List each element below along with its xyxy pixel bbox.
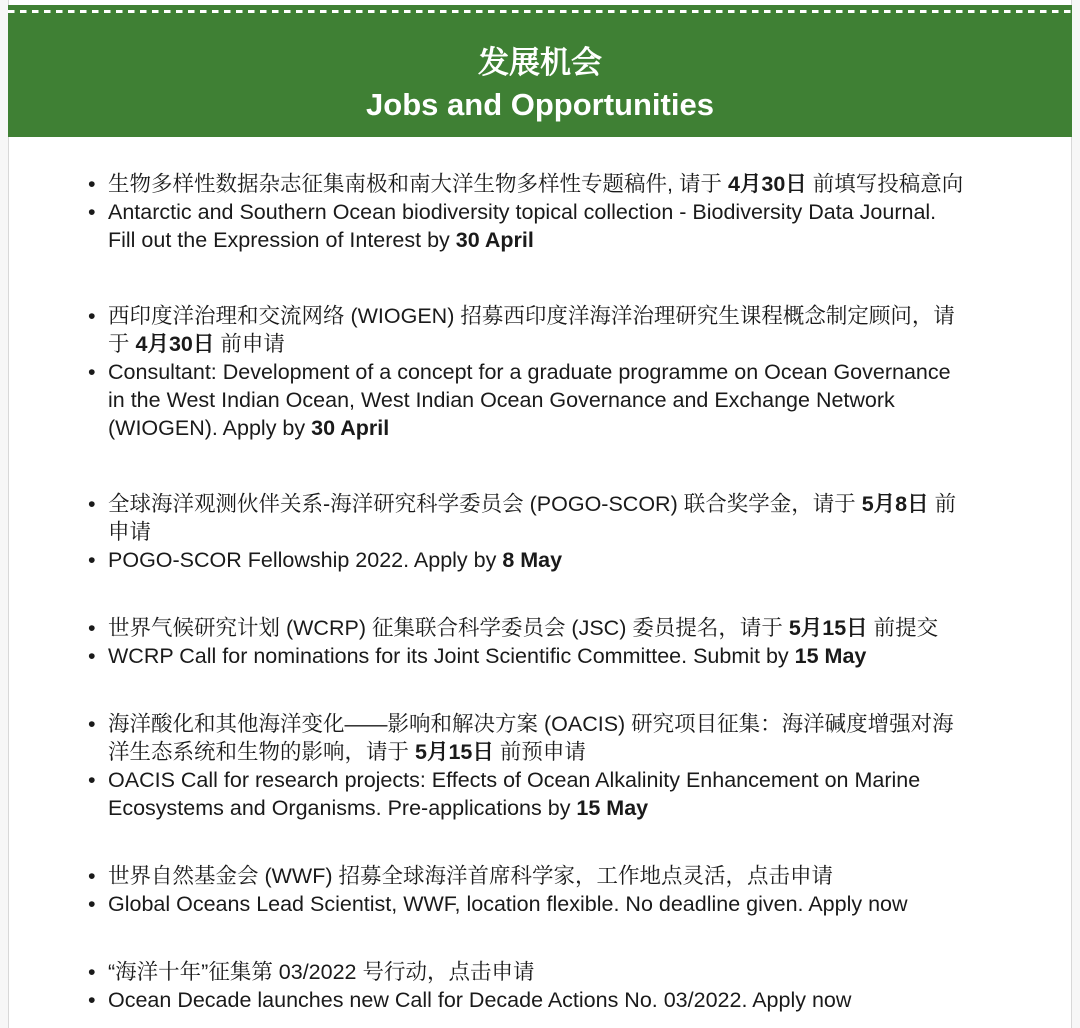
opportunity-zh[interactable] [88,958,1048,986]
opportunity-zh[interactable] [88,490,1048,518]
opportunity-item [88,958,1048,1014]
bullet-icon: • [88,360,96,384]
opportunity-item [88,490,1048,574]
section-title-english: Jobs and Opportunities [366,87,714,122]
opportunity-item [88,302,1048,442]
opportunity-en-cont [88,386,1048,414]
opportunity-zh-cont [88,518,1048,546]
text: 前预申请 [493,740,586,764]
opportunity-en[interactable] [88,546,1048,574]
opportunity-item [88,614,1048,670]
text: Consultant: Development of a concept for a graduate programme on Ocean Governance [108,360,951,384]
text: 前申请 [214,332,285,356]
text: 海洋酸化和其他海洋变化——影响和解决方案 (OACIS) 研究项目征集：海洋碱度增强对海 [108,712,954,736]
opportunity-en-cont [88,414,1048,442]
bullet-icon: • [88,892,96,916]
deadline: 30 April [311,416,390,440]
text: 前提交 [867,616,939,640]
opportunity-item [88,862,1048,918]
opportunity-zh[interactable] [88,170,1048,198]
deadline: 5月8日 [861,492,929,516]
text: 西印度洋治理和交流网络 (WIOGEN) 招募西印度洋海洋治理研究生课程概念制定顾问，请 [108,304,955,328]
bullet-icon: • [88,768,96,792]
text: 申请 [108,520,152,544]
bullet-icon: • [88,616,96,640]
bullet-icon: • [88,172,96,196]
deadline: 15 May [794,644,867,668]
deadline: 8 May [502,548,563,572]
text: 全球海洋观测伙伴关系-海洋研究科学委员会 (POGO-SCOR) 联合奖学金，请于 [108,492,862,516]
opportunity-en-cont [88,226,1048,254]
opportunity-zh[interactable] [88,302,1048,330]
opportunity-zh[interactable] [88,614,1048,642]
text: Ecosystems and Organisms. Pre-applications by [108,796,577,820]
text: Global Oceans Lead Scientist, WWF, location flexible. No deadline given. Apply now [108,892,908,916]
bullet-icon: • [88,864,96,888]
text: “海洋十年”征集第 03/2022 号行动，点击申请 [108,960,535,984]
dashed-border-decoration [8,10,1072,13]
bullet-icon: • [88,200,96,224]
opportunity-en[interactable] [88,766,1048,794]
text: 世界自然基金会 (WWF) 招募全球海洋首席科学家，工作地点灵活，点击申请 [108,864,833,888]
bullet-icon: • [88,960,96,984]
opportunity-en-cont [88,794,1048,822]
text: 生物多样性数据杂志征集南极和南大洋生物多样性专题稿件, 请于 [108,172,728,196]
bullet-icon: • [88,988,96,1012]
section-header [8,5,1072,137]
opportunity-en[interactable] [88,198,1048,226]
text: OACIS Call for research projects: Effects of Ocean Alkalinity Enhancement on Marine [108,768,921,792]
text: 洋生态系统和生物的影响，请于 [108,740,415,764]
opportunity-en[interactable] [88,986,1048,1014]
text: WCRP Call for nominations for its Joint Scientific Committee. Submit by [108,644,795,668]
bullet-icon: • [88,712,96,736]
deadline: 30 April [455,228,534,252]
deadline: 5月15日 [414,740,494,764]
opportunity-zh-cont [88,330,1048,358]
text: in the West Indian Ocean, West Indian Ocean Governance and Exchange Network [108,388,895,412]
text: Antarctic and Southern Ocean biodiversity topical collection - Biodiversity Data Journal. [108,200,937,224]
deadline: 4月30日 [135,332,215,356]
opportunity-item [88,710,1048,822]
text: Ocean Decade launches new Call for Decade Actions No. 03/2022. Apply now [108,988,852,1012]
text: 前填写投稿意向 [806,172,964,196]
deadline: 4月30日 [727,172,807,196]
text: POGO-SCOR Fellowship 2022. Apply by [108,548,503,572]
bullet-icon: • [88,492,96,516]
opportunity-en[interactable] [88,890,1048,918]
bullet-icon: • [88,304,96,328]
opportunity-en[interactable] [88,358,1048,386]
text: 世界气候研究计划 (WCRP) 征集联合科学委员会 (JSC) 委员提名，请于 [108,616,789,640]
opportunity-zh[interactable] [88,710,1048,738]
opportunity-list [88,170,1048,1014]
bullet-icon: • [88,644,96,668]
deadline: 15 May [576,796,649,820]
text: Fill out the Expression of Interest by [108,228,456,252]
deadline: 5月15日 [788,616,868,640]
opportunity-zh[interactable] [88,862,1048,890]
text: 于 [108,332,136,356]
opportunity-zh-cont [88,738,1048,766]
section-title-chinese: 发展机会 [478,45,602,81]
opportunity-en[interactable] [88,642,1048,670]
text: 前 [928,492,957,516]
bullet-icon: • [88,548,96,572]
text: (WIOGEN). Apply by [108,416,312,440]
opportunity-item [88,170,1048,254]
